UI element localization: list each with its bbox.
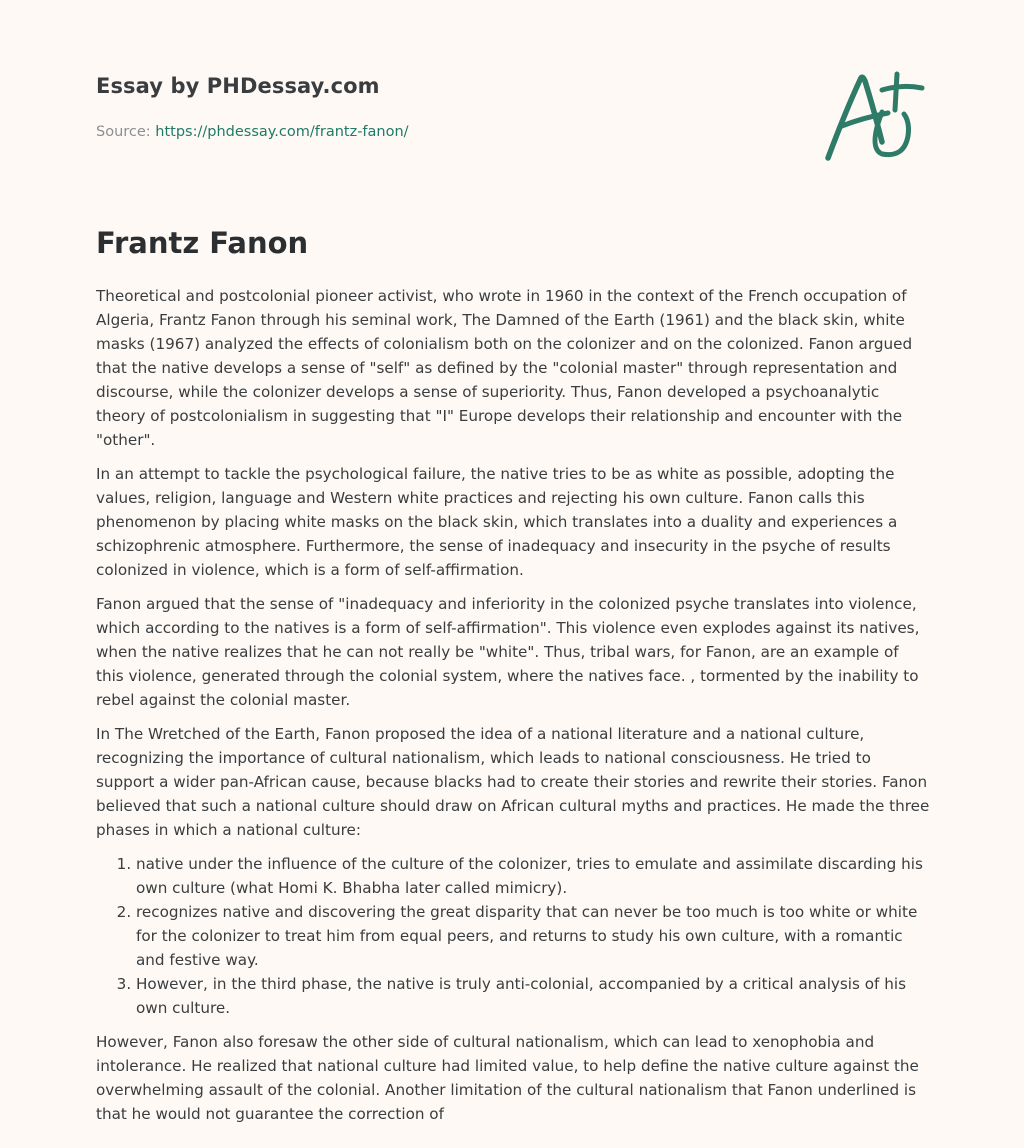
source-label: Source: (96, 124, 156, 140)
list-item: 3. However, in the third phase, the native is truly anti-colonial, accompanied by a critical analysis of his own culture. (136, 972, 931, 1020)
paragraph-2: In an attempt to tackle the psychological failure, the native tries to be as white as possible, adopting the values, religion, language and Western white practices and rejecting his own culture. Fanon calls this phenomenon by placing white masks on the black skin, which translates into a duality and experiences a schizophrenic atmosphere. Furthermore, the sense of inadequacy and insecurity in the psyche of results colonized in violence, which is a form of self-affirmation. (96, 465, 898, 579)
a-plus-logo-icon (818, 66, 930, 166)
paragraph-4: In The Wretched of the Earth, Fanon proposed the idea of a national literature and a national culture, recognizing the importance of cultural nationalism, which leads to national consciousness. He tried to support a wider pan-African cause, because blacks had to create their stories and rewrite their stories. Fanon believed that such a national culture should draw on African cultural myths and practices. He made the three phases in which a national culture: (96, 725, 930, 839)
phases-list (96, 852, 931, 1020)
essay-body (96, 284, 931, 1136)
paragraph-3: Fanon argued that the sense of "inadequacy and inferiority in the colonized psyche translates into violence, which according to the natives is a form of self-affirmation". This violence even explodes against its natives, when the native realizes that he can not really be "white". Thus, tribal wars, for Fanon, are an example of this violence, generated through the colonial system, where the natives face. , tormented by the inability to rebel against the colonial master. (96, 595, 920, 709)
list-item: 1. native under the influence of the culture of the colonizer, tries to emulate and assimilate discarding his own culture (what Homi K. Bhabha later called mimicry). (136, 852, 931, 900)
source-line (96, 124, 409, 140)
source-link[interactable]: https://phdessay.com/frantz-fanon/ (155, 124, 409, 140)
list-item: 2. recognizes native and discovering the great disparity that can never be too much is too white or white for the colonizer to treat him from equal peers, and returns to study his own culture, with a romantic and festive way. (136, 900, 931, 972)
essay-title: Frantz Fanon (96, 226, 309, 260)
paragraph-5: However, Fanon also foresaw the other side of cultural nationalism, which can lead to xenophobia and intolerance. He realized that national culture had limited value, to help define the native culture against the overwhelming assault of the colonial. Another limitation of the cultural nationalism that Fanon underlined is that he would not guarantee the correction of (96, 1033, 919, 1123)
site-brand: Essay by PHDessay.com (96, 74, 380, 98)
paragraph-1: Theoretical and postcolonial pioneer activist, who wrote in 1960 in the context of the French occupation of Algeria, Frantz Fanon through his seminal work, The Damned of the Earth (1961) and the black skin, white masks (1967) analyzed the effects of colonialism both on the colonizer and on the colonized. Fanon argued that the native develops a sense of "self" as defined by the "colonial master" through representation and discourse, while the colonizer develops a sense of superiority. Thus, Fanon developed a psychoanalytic theory of postcolonialism in suggesting that "I" Europe develops their relationship and encounter with the "other". (96, 287, 913, 449)
